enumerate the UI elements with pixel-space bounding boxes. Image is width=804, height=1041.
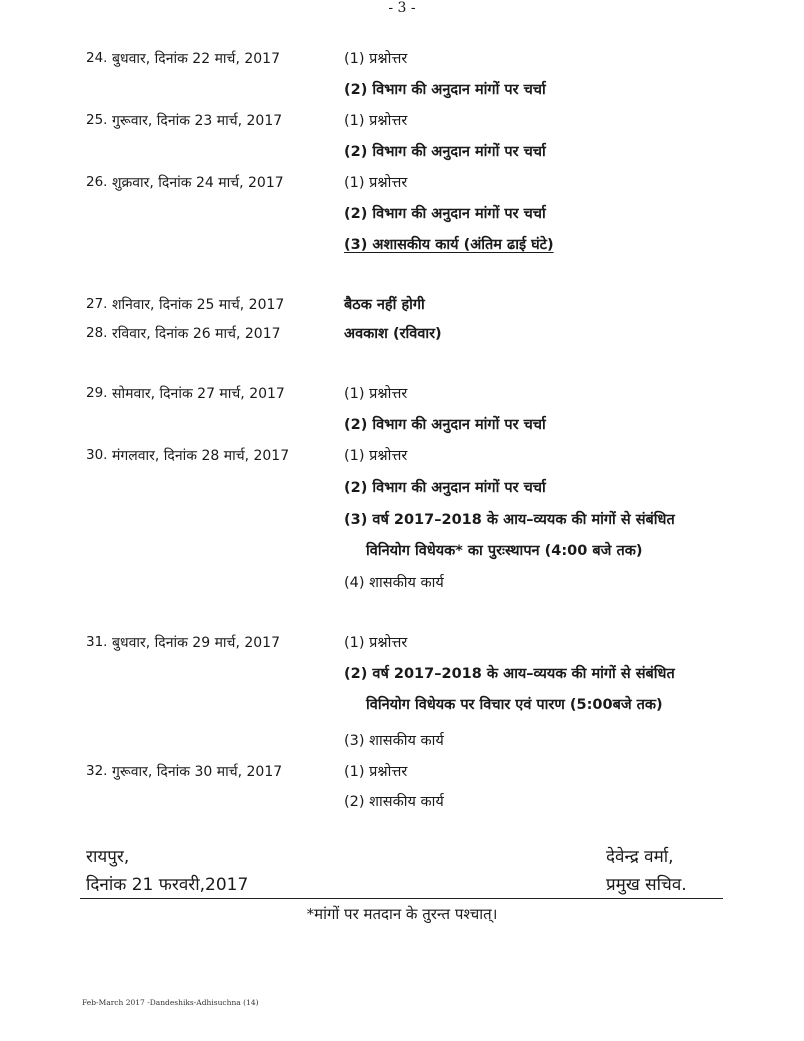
- page-number: - 3 -: [388, 0, 416, 16]
- signatory-title: प्रमुख सचिव.: [606, 875, 687, 895]
- file-reference: Feb-March 2017 -Dandeshiks-Adhisuchna (14): [82, 998, 259, 1007]
- schedule-row: [0, 292, 804, 318]
- schedule-row: [0, 630, 804, 656]
- agenda-item: (2) विभाग की अनुदान मांगों पर चर्चा: [344, 82, 546, 98]
- schedule-row: [0, 759, 804, 785]
- session-date: बुधवार, दिनांक 22 मार्च, 2017: [112, 51, 280, 67]
- serial-number: 30.: [86, 447, 108, 463]
- agenda-item: (1) प्रश्नोत्तर: [344, 635, 408, 651]
- session-date: मंगलवार, दिनांक 28 मार्च, 2017: [112, 448, 290, 464]
- agenda-item: (4) शासकीय कार्य: [344, 575, 444, 591]
- agenda-item: (2) विभाग की अनुदान मांगों पर चर्चा: [344, 480, 546, 496]
- schedule-row: [0, 443, 804, 469]
- serial-number: 29.: [86, 385, 108, 401]
- schedule-row: [0, 77, 804, 103]
- footnote: *मांगों पर मतदान के तुरन्त पश्चात्।: [306, 905, 498, 923]
- agenda-item: विनियोग विधेयक* का पुरःस्थापन (4:00 बजे तक): [366, 543, 643, 559]
- session-date: शुक्रवार, दिनांक 24 मार्च, 2017: [112, 175, 284, 191]
- agenda-item: (3) अशासकीय कार्य (अंतिम ढाई घंटे): [344, 237, 554, 253]
- session-date: रविवार, दिनांक 26 मार्च, 2017: [112, 326, 281, 342]
- agenda-item: विनियोग विधेयक पर विचार एवं पारण (5:00बजे तक): [366, 697, 663, 713]
- schedule-row: [0, 570, 804, 596]
- footer-place: रायपुर,: [86, 847, 130, 867]
- agenda-item: (1) प्रश्नोत्तर: [344, 448, 408, 464]
- agenda-item: (2) शासकीय कार्य: [344, 794, 444, 810]
- agenda-item: (1) प्रश्नोत्तर: [344, 51, 408, 67]
- agenda-item: (1) प्रश्नोत्तर: [344, 175, 408, 191]
- agenda-item: (1) प्रश्नोत्तर: [344, 764, 408, 780]
- schedule-row: [0, 507, 804, 533]
- agenda-item: (2) विभाग की अनुदान मांगों पर चर्चा: [344, 417, 546, 433]
- footer-date: दिनांक 21 फरवरी,2017: [86, 875, 249, 895]
- schedule-row: [0, 201, 804, 227]
- schedule-row: [0, 789, 804, 815]
- serial-number: 32.: [86, 763, 108, 779]
- serial-number: 31.: [86, 634, 108, 650]
- agenda-item: (3) शासकीय कार्य: [344, 733, 444, 749]
- schedule-row: [0, 728, 804, 754]
- agenda-item: (3) वर्ष 2017–2018 के आय–व्ययक की मांगों से संबंधित: [344, 512, 675, 528]
- signatory-name: देवेन्द्र वर्मा,: [606, 847, 674, 867]
- agenda-item: (2) विभाग की अनुदान मांगों पर चर्चा: [344, 144, 546, 160]
- session-date: गुरूवार, दिनांक 30 मार्च, 2017: [112, 764, 283, 780]
- serial-number: 24.: [86, 50, 108, 66]
- schedule-row: [0, 475, 804, 501]
- serial-number: 26.: [86, 174, 108, 190]
- serial-number: 25.: [86, 112, 108, 128]
- session-date: गुरूवार, दिनांक 23 मार्च, 2017: [112, 113, 283, 129]
- agenda-item: अवकाश (रविवार): [344, 326, 442, 342]
- agenda-item: बैठक नहीं होगी: [344, 297, 425, 313]
- schedule-row: [0, 321, 804, 347]
- agenda-item: (1) प्रश्नोत्तर: [344, 386, 408, 402]
- schedule-row: [0, 412, 804, 438]
- session-date: बुधवार, दिनांक 29 मार्च, 2017: [112, 635, 280, 651]
- schedule-row: [0, 381, 804, 407]
- schedule-row: [0, 232, 804, 258]
- schedule-row: [0, 108, 804, 134]
- schedule-row: [0, 692, 804, 718]
- schedule-row: [0, 538, 804, 564]
- session-date: सोमवार, दिनांक 27 मार्च, 2017: [112, 386, 285, 402]
- agenda-item: (2) विभाग की अनुदान मांगों पर चर्चा: [344, 206, 546, 222]
- serial-number: 28.: [86, 325, 108, 341]
- footer-divider: [80, 898, 723, 899]
- schedule-row: [0, 46, 804, 72]
- session-date: शनिवार, दिनांक 25 मार्च, 2017: [112, 297, 285, 313]
- agenda-item: (1) प्रश्नोत्तर: [344, 113, 408, 129]
- serial-number: 27.: [86, 296, 108, 312]
- schedule-row: [0, 139, 804, 165]
- agenda-item: (2) वर्ष 2017–2018 के आय–व्ययक की मांगों से संबंधित: [344, 666, 675, 682]
- schedule-row: [0, 661, 804, 687]
- schedule-row: [0, 170, 804, 196]
